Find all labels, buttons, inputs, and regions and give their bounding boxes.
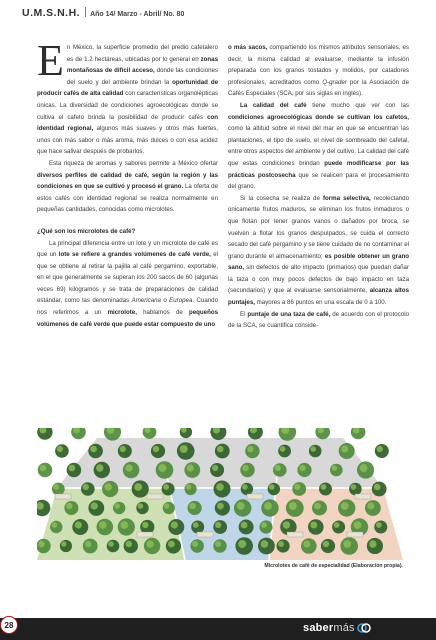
page-number: 28 — [0, 616, 18, 634]
tree-highlight — [99, 521, 107, 529]
sabermas-logo — [303, 620, 371, 636]
tree-highlight — [334, 522, 340, 528]
logo-wordmark: sabermás — [303, 622, 355, 634]
paragraph-4: o más sacos, compartiendo los mismos atributos sensoriales, es decir, la misma calidad al evaluarse, mediante la infusión preparada con los granos tostados y molidos, por catadores profesionales, acreditados como Q-grader por la Asociación de Cafés Especiales (SCA, por sus siglas en inglés). — [228, 44, 410, 98]
tree-highlight — [247, 446, 253, 452]
plot-sign — [287, 532, 303, 537]
tree-highlight — [261, 540, 269, 548]
coffee-tree — [241, 483, 253, 495]
coffee-tree — [136, 502, 148, 514]
coffee-tree — [113, 502, 125, 514]
tree-highlight — [126, 541, 132, 547]
paragraph-3: La principal diferencia entre un lote y un microlote de café es que un lote se refiere a grandes volúmenes de café verde, el que se obtiene al retirar la pajilla al café pergamino, exportable, en el que generalmente se superan los 200 sacos de 60 (algunas veces 69) kilogramos y se trata de preparaciones de calidad estándar, como las denominadas Americana o Europea. Cuando nos referimos a un microlote, hablamos de pequeños volúmenes de café verde que puede estar compuesto de uno — [37, 239, 219, 328]
plot-sign — [55, 494, 71, 499]
header-divider — [85, 7, 86, 17]
tree-highlight — [180, 445, 188, 453]
tree-highlight — [264, 502, 272, 510]
tree-highlight — [283, 521, 290, 528]
plot-sign — [147, 494, 163, 499]
issue-info: Año 14/ Marzo - Abril/ No. 80 — [90, 11, 185, 18]
article-column-right — [228, 42, 409, 332]
tree-highlight — [217, 503, 224, 510]
tree-highlight — [164, 503, 169, 508]
tree-highlight — [192, 541, 198, 547]
tree-highlight — [120, 521, 128, 529]
coffee-plantation-plots — [37, 428, 403, 560]
paragraph-2: Esta riqueza de aromas y sabores permite a México ofertar diversos perfiles de calidad de café, según la región y las condiciones en que se cultivó y procesó el grano. La oferta de estos cafés con identidad regional se realiza normalmente en pequeñas cantidades, conocidas como microlotes. — [37, 159, 218, 214]
coffee-tree — [185, 483, 197, 495]
tree-highlight — [146, 540, 153, 547]
tree-highlight — [278, 541, 284, 547]
tree-highlight — [275, 465, 281, 471]
tree-highlight — [354, 521, 362, 529]
tree-highlight — [310, 446, 316, 452]
tree-highlight — [69, 465, 76, 472]
tree-highlight — [341, 502, 349, 510]
tree-highlight — [321, 484, 327, 490]
tree-highlight — [215, 541, 221, 547]
coffee-tree — [330, 464, 343, 477]
tree-highlight — [280, 446, 286, 452]
coffee-tree — [107, 540, 120, 553]
tree-highlight — [186, 484, 191, 489]
tree-highlight — [53, 484, 59, 490]
tree-highlight — [369, 540, 376, 547]
tree-highlight — [85, 541, 92, 548]
tree-highlight — [217, 446, 224, 453]
plot-sign — [355, 494, 371, 499]
coffee-tree — [163, 502, 175, 514]
coffee-tree — [50, 521, 62, 533]
tree-highlight — [38, 541, 44, 547]
tree-highlight — [40, 465, 47, 472]
tree-highlight — [310, 522, 317, 529]
tree-highlight — [238, 540, 246, 548]
paragraph-1: En México, la superficie promedio del predio cafetalero es de 1.2 hectáreas, ubicadas por lo general en zonas montañosas de difícil acceso, donde las condiciones del suelo y del ambiente brindan la oportunidad de producir cafés de alta calidad con características organolépticas únicas. La diversidad de condiciones agroecológicas donde se cultiva el cafeto brinda la posibilidad de producir cafés con identidad regional, algunos más suaves y otros más fuertes, unos con más sabor o más aroma, más dulces o con esa acidez que hace salivar después de probarlos. — [37, 36, 219, 156]
tree-highlight — [374, 484, 381, 491]
tree-highlight — [168, 541, 175, 548]
tree-highlight — [125, 464, 132, 471]
ring-logo-icon — [357, 621, 371, 635]
tree-highlight — [303, 541, 310, 548]
tree-highlight — [367, 502, 374, 509]
tree-highlight — [241, 522, 248, 529]
tree-highlight — [108, 541, 114, 547]
tree-highlight — [323, 541, 329, 547]
tree-highlight — [138, 503, 144, 509]
tree-highlight — [171, 521, 178, 528]
tree-highlight — [134, 483, 142, 491]
section-subheading: ¿Qué son los microlotes de café? — [37, 227, 136, 235]
tree-highlight — [242, 465, 248, 471]
paragraph-5: La calidad del café tiene mucho que ver con las condiciones agroecológicas donde se cultivan los cafetos, como la altitud sobre el nivel del mar en que se encuentran las plantaciones, el tipo de suelo, el nivel de sombreado del cafetal, entre otros aspectos del ambiente y del cultivo. La calidad del café que estas condiciones brindan puede modificarse por las prácticas postcosecha que se realicen para el procesamiento del grano. — [228, 101, 410, 191]
tree-highlight — [120, 446, 126, 452]
coffee-tree — [268, 483, 280, 495]
tree-highlight — [376, 522, 382, 528]
tree-highlight — [377, 446, 383, 452]
tree-highlight — [212, 465, 218, 471]
tree-highlight — [52, 522, 58, 528]
plot-sign — [347, 532, 363, 537]
tree-highlight — [75, 521, 82, 528]
tree-highlight — [360, 464, 368, 472]
tree-highlight — [289, 502, 297, 510]
tree-highlight — [215, 522, 221, 528]
tree-highlight — [299, 465, 305, 471]
tree-highlight — [61, 541, 66, 546]
tree-highlight — [90, 446, 97, 453]
figure-caption: Microlotes de café de especialidad (Elaboración propia). — [264, 563, 403, 569]
tree-highlight — [153, 446, 159, 452]
plot-sign — [137, 532, 153, 537]
tree-highlight — [96, 464, 103, 471]
tree-highlight — [351, 484, 357, 490]
tree-highlight — [242, 484, 248, 490]
page-header — [22, 6, 184, 20]
tree-highlight — [142, 522, 148, 528]
tree-highlight — [187, 464, 194, 471]
tree-highlight — [105, 483, 112, 490]
tree-highlight — [314, 503, 321, 510]
tree-highlight — [66, 503, 72, 509]
microlots-illustration — [37, 428, 403, 560]
plot-sign — [197, 532, 213, 537]
article-column-left — [37, 36, 219, 330]
tree-highlight — [57, 446, 63, 452]
journal-brand: U.M.S.N.H. — [22, 7, 81, 19]
tree-highlight — [193, 522, 199, 528]
tree-highlight — [83, 484, 89, 490]
tree-highlight — [343, 540, 351, 548]
coffee-tree — [309, 445, 322, 458]
paragraph-6: Si la cosecha se realiza de forma selectiva, recolectando únicamente frutos maduros, se eliminan los frutos inmaduros o que flotan por tener granos vanos o dañados por broca, se vuelven a flotar los granos despulpados, se cuida el correcto secado del café pergamino y se tiene cuidado de no contaminar el grano durante el almacenamiento; es posible obtener un grano sano, sin defectos de alto impacto (primarios) que puedan dañar la taza o con muy pocos defectos de bajo impacto en taza (secundarios) y que al evaluarse sensorialmente, alcanza altos puntajes, mayores a 86 puntos en una escala de 0 a 100. — [228, 194, 410, 307]
tree-highlight — [91, 502, 98, 509]
tree-highlight — [189, 503, 195, 509]
paragraph-7: El puntaje de una taza de café, de acuerdo con el protocolo de la SCA, se cuantifica conside- — [228, 310, 409, 330]
coffee-tree — [60, 540, 72, 552]
tree-highlight — [114, 503, 120, 509]
coffee-tree — [349, 483, 362, 496]
tree-highlight — [269, 484, 275, 490]
tree-highlight — [261, 522, 267, 528]
tree-highlight — [163, 484, 169, 490]
tree-highlight — [216, 483, 224, 491]
plot-sign — [247, 494, 263, 499]
tree-highlight — [237, 502, 245, 510]
tree-highlight — [159, 464, 167, 472]
tree-highlight — [294, 484, 300, 490]
tree-highlight — [341, 445, 348, 452]
drop-cap: E — [37, 36, 64, 85]
tree-highlight — [332, 465, 338, 471]
